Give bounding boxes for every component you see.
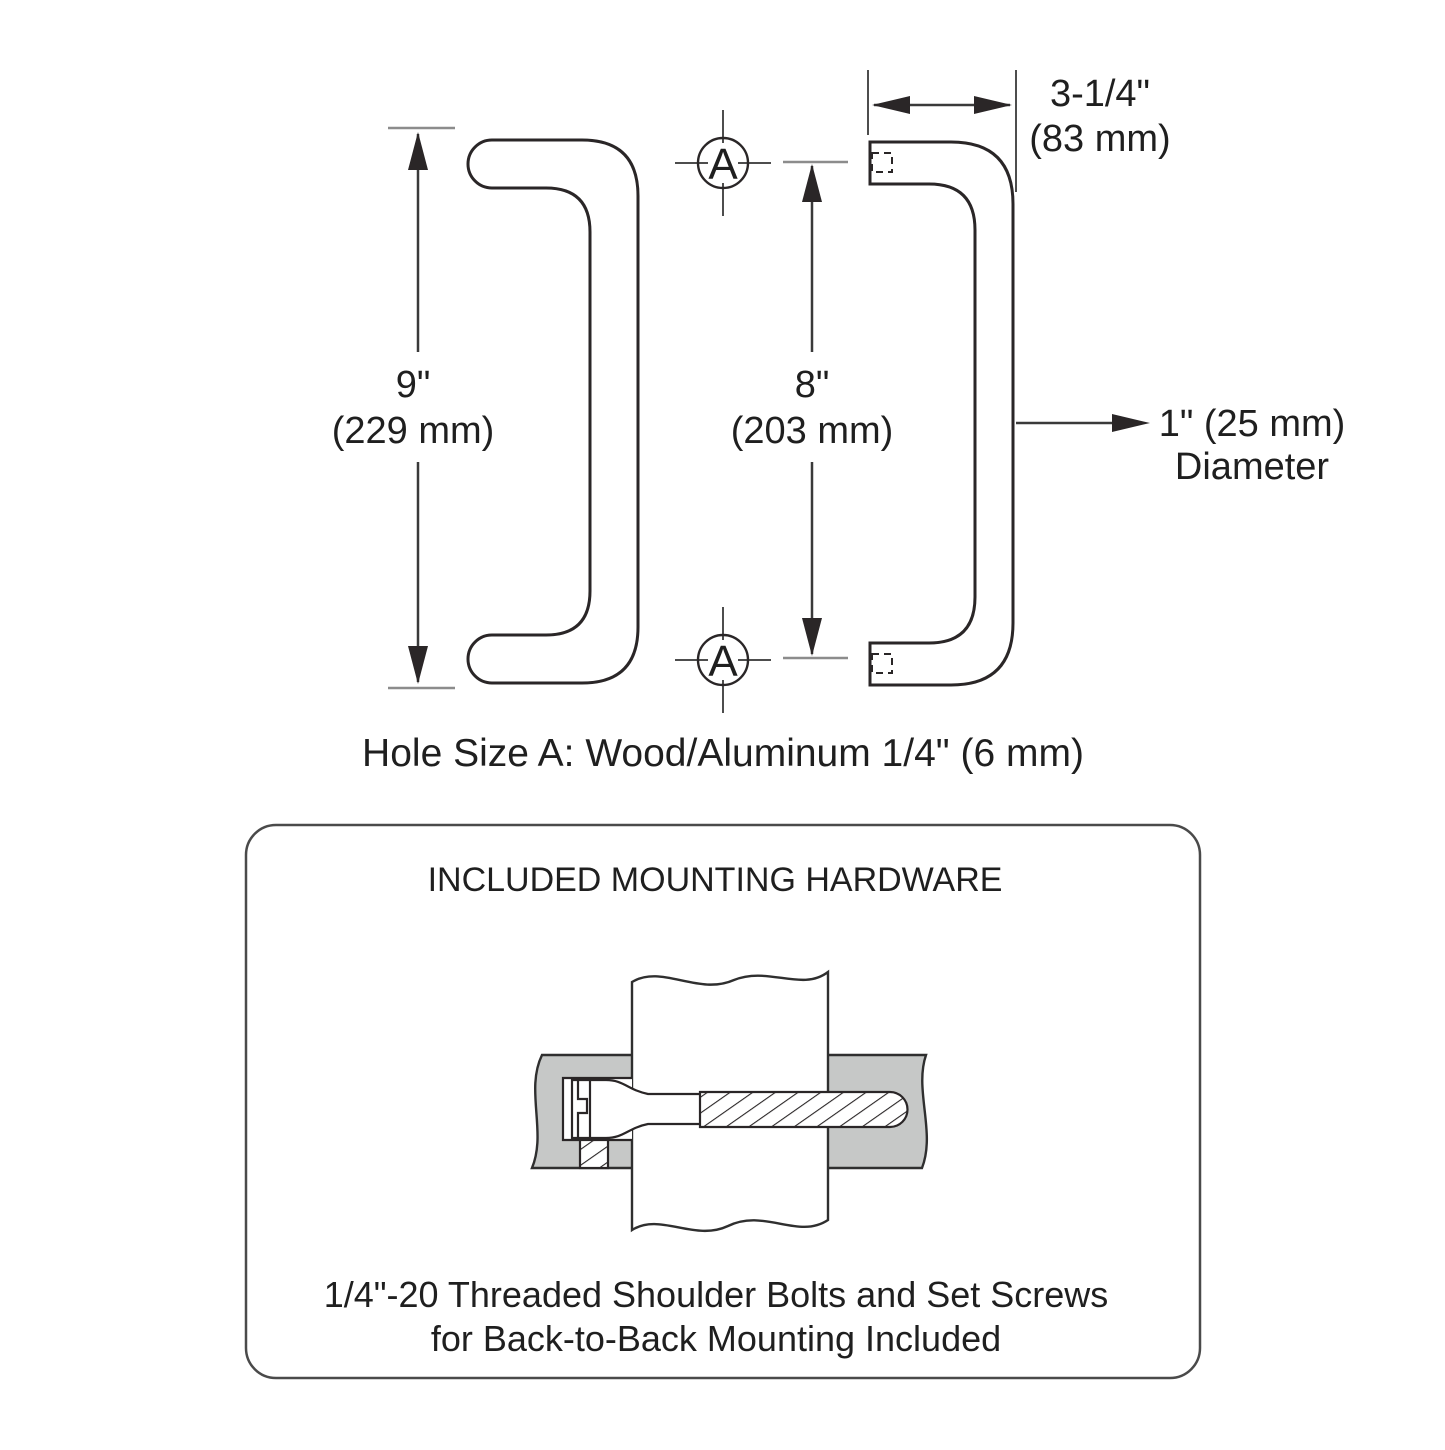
hardware-caption-line-1: 1/4"-20 Threaded Shoulder Bolts and Set Screws xyxy=(323,1274,1109,1315)
arrow-down-icon xyxy=(802,618,822,656)
arrow-up-icon xyxy=(802,164,822,202)
hole-spacing-dimension-8in xyxy=(731,162,894,658)
hole-marker-label: A xyxy=(708,637,738,686)
arrow-down-icon xyxy=(408,646,428,684)
dim-spacing-mm: (203 mm) xyxy=(730,410,894,452)
hardware-box-title: INCLUDED MOUNTING HARDWARE xyxy=(427,861,1003,899)
diameter-value: 1" (25 mm) xyxy=(1158,403,1346,445)
diameter-label: Diameter xyxy=(1174,446,1330,488)
dim-spacing-inches: 8" xyxy=(794,364,830,406)
diameter-callout xyxy=(1016,403,1345,488)
arrow-right-icon xyxy=(974,96,1012,114)
hole-marker-label: A xyxy=(708,140,738,189)
hardware-caption-line-2: for Back-to-Back Mounting Included xyxy=(430,1318,1002,1359)
hole-marker-top xyxy=(675,110,771,216)
dim-projection-inches: 3-1/4" xyxy=(1049,73,1151,115)
height-dimension-9in xyxy=(332,128,495,688)
hole-size-note: Hole Size A: Wood/Aluminum 1/4" (6 mm) xyxy=(362,732,1084,775)
arrow-left-icon xyxy=(872,96,910,114)
set-screw xyxy=(580,1140,608,1168)
hole-marker-bottom xyxy=(675,607,771,713)
dim-height-inches: 9" xyxy=(395,364,431,406)
hardware-box xyxy=(246,825,1200,1378)
dim-height-mm: (229 mm) xyxy=(331,410,495,452)
arrow-right-icon xyxy=(1112,414,1150,432)
arrow-up-icon xyxy=(408,132,428,170)
set-screw-hatch xyxy=(580,1140,608,1168)
dim-projection-mm: (83 mm) xyxy=(1029,118,1171,160)
bolt-threads xyxy=(700,1092,908,1127)
